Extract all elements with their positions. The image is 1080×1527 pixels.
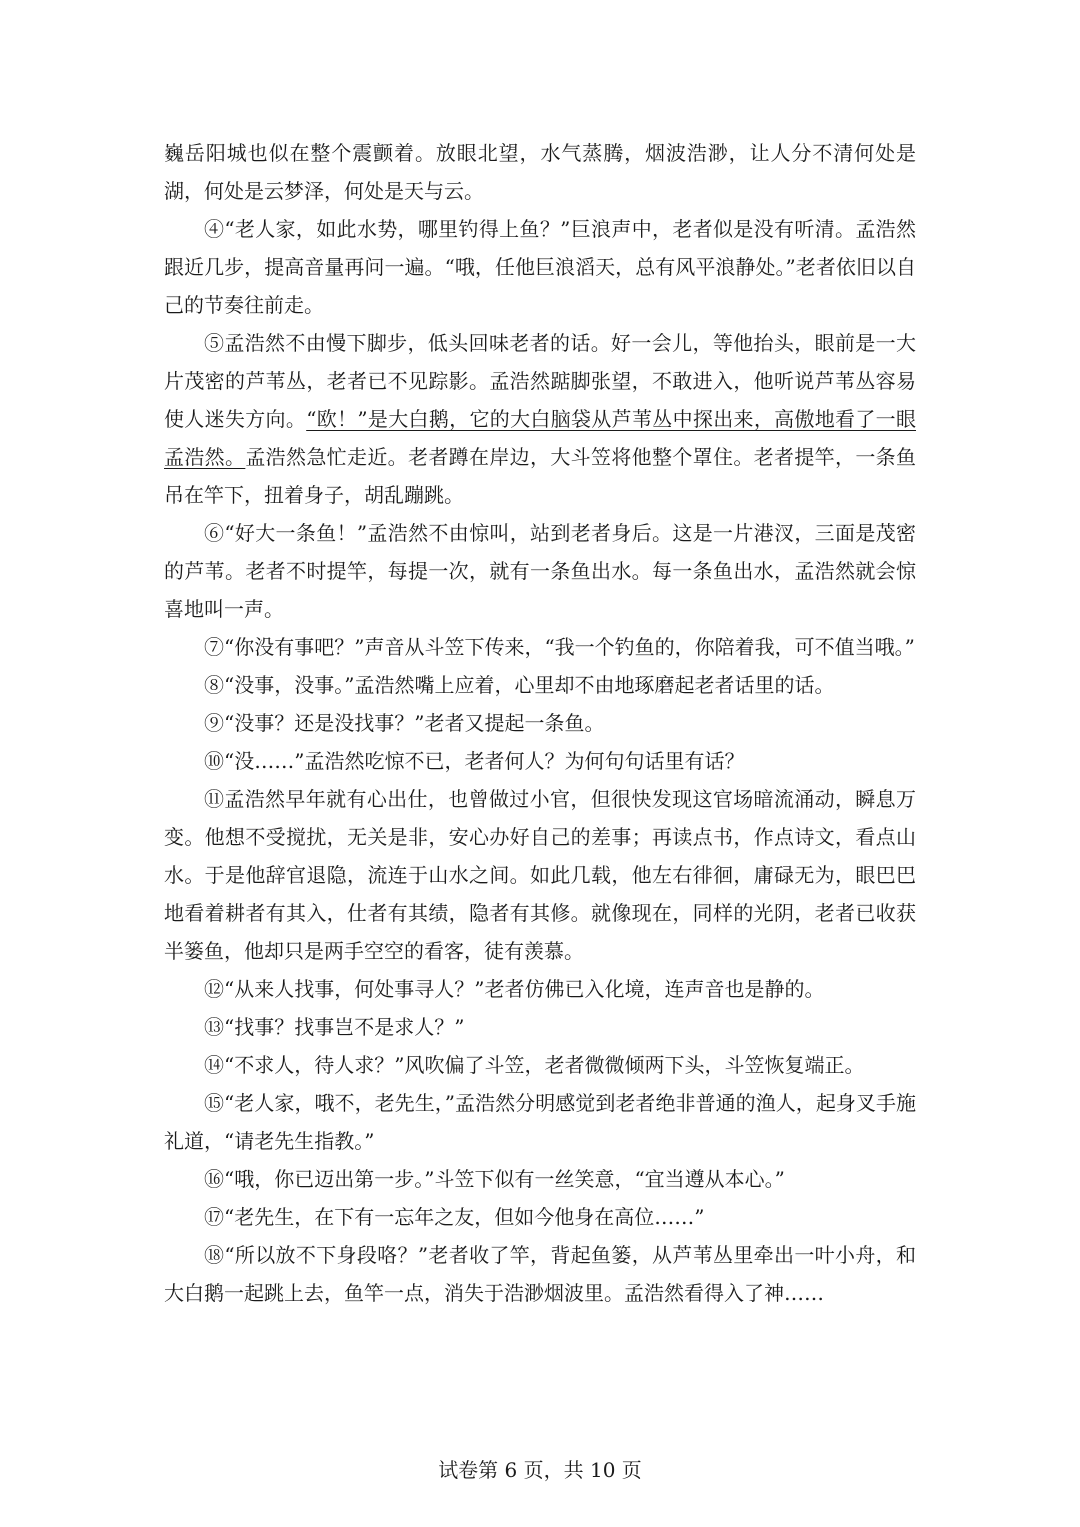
paragraph-text: ⑮“老人家，哦不，老先生，”孟浩然分明感觉到老者绝非普通的渔人，起身叉手施礼道，“请老先生指教。” (164, 1091, 916, 1153)
paragraph-text: ⑰“老先生，在下有一忘年之友，但如今他身在高位……” (204, 1205, 705, 1229)
paragraph-p11 (164, 780, 916, 970)
paragraph-text: ⑨“没事？还是没找事？”老者又提起一条鱼。 (204, 711, 605, 735)
paragraph-p13 (164, 1008, 916, 1046)
paragraph-p0 (164, 134, 916, 210)
paragraph-text: ⑤孟浩然不由慢下脚步，低头回味老者的话。好一会儿，等他抬头，眼前是一大片茂密的芦苇丛，老者已不见踪影。孟浩然踮脚张望，不敢进入，他听说芦苇丛容易使人迷失方向。 (164, 331, 916, 431)
paragraph-p9 (164, 704, 916, 742)
paragraph-p17 (164, 1198, 916, 1236)
paragraph-text: ⑦“你没有事吧？”声音从斗笠下传来，“我一个钓鱼的，你陪着我，可不值当哦。” (204, 635, 915, 659)
paragraph-text: ⑧“没事，没事。”孟浩然嘴上应着，心里却不由地琢磨起老者话里的话。 (204, 673, 835, 697)
paragraph-text: ⑩“没……”孟浩然吃惊不已，老者何人？为何句句话里有话？ (204, 749, 745, 773)
paragraph-p15 (164, 1084, 916, 1160)
underlined-sentence: “欧！”是大白鹅，它的大白脑袋从芦苇丛中探出来，高傲地看了一眼孟浩然。 (164, 407, 916, 469)
page-footer: 试卷第 6 页，共 10 页 (438, 1458, 642, 1482)
paragraph-p12 (164, 970, 916, 1008)
passage-body (164, 134, 916, 1312)
paragraph-p10 (164, 742, 916, 780)
paragraph-text: ⑥“好大一条鱼！”孟浩然不由惊叫，站到老者身后。这是一片港汊，三面是茂密的芦苇。老者不时提竿，每提一次，就有一条鱼出水。每一条鱼出水，孟浩然就会惊喜地叫一声。 (164, 521, 916, 621)
paragraph-p5 (164, 324, 916, 514)
paragraph-p16 (164, 1160, 916, 1198)
paragraph-p7 (164, 628, 916, 666)
paragraph-p18 (164, 1236, 916, 1312)
paragraph-p8 (164, 666, 916, 704)
paragraph-text: 孟浩然急忙走近。老者蹲在岸边，大斗笠将他整个罩住。老者提竿，一条鱼吊在竿下，扭着身子，胡乱蹦跳。 (164, 445, 917, 507)
paragraph-text: ⑫“从来人找事，何处事寻人？”老者仿佛已入化境，连声音也是静的。 (204, 977, 825, 1001)
paragraph-text: ⑯“哦，你已迈出第一步。”斗笠下似有一丝笑意，“宜当遵从本心。” (204, 1167, 785, 1191)
paragraph-p4 (164, 210, 916, 324)
paragraph-text: ⑬“找事？找事岂不是求人？” (204, 1015, 465, 1039)
paragraph-p6 (164, 514, 916, 628)
paragraph-text: 巍岳阳城也似在整个震颤着。放眼北望，水气蒸腾，烟波浩渺，让人分不清何处是湖，何处是云梦泽，何处是天与云。 (164, 141, 916, 203)
paragraph-text: ⑭“不求人，待人求？”风吹偏了斗笠，老者微微倾两下头，斗笠恢复端正。 (204, 1053, 865, 1077)
paragraph-p14 (164, 1046, 916, 1084)
paragraph-text: ④“老人家，如此水势，哪里钓得上鱼？”巨浪声中，老者似是没有听清。孟浩然跟近几步，提高音量再问一遍。“哦，任他巨浪滔天，总有风平浪静处。”老者依旧以自己的节奏往前走。 (164, 217, 916, 317)
paragraph-text: ⑱“所以放不下身段咯？”老者收了竿，背起鱼篓，从芦苇丛里牵出一叶小舟，和大白鹅一起跳上去，鱼竿一点，消失于浩渺烟波里。孟浩然看得入了神…… (164, 1243, 916, 1305)
paragraph-text: ⑪孟浩然早年就有心出仕，也曾做过小官，但很快发现这官场暗流涌动，瞬息万变。他想不受搅扰，无关是非，安心办好自己的差事；再读点书，作点诗文，看点山水。于是他辞官退隐，流连于山水之间。如此几载，他左右徘徊，庸碌无为，眼巴巴地看着耕者有其入，仕者有其绩，隐者有其修。就像现在，同样的光阴，老者已收获半篓鱼，他却只是两手空空的看客，徒有羡慕。 (164, 787, 916, 963)
